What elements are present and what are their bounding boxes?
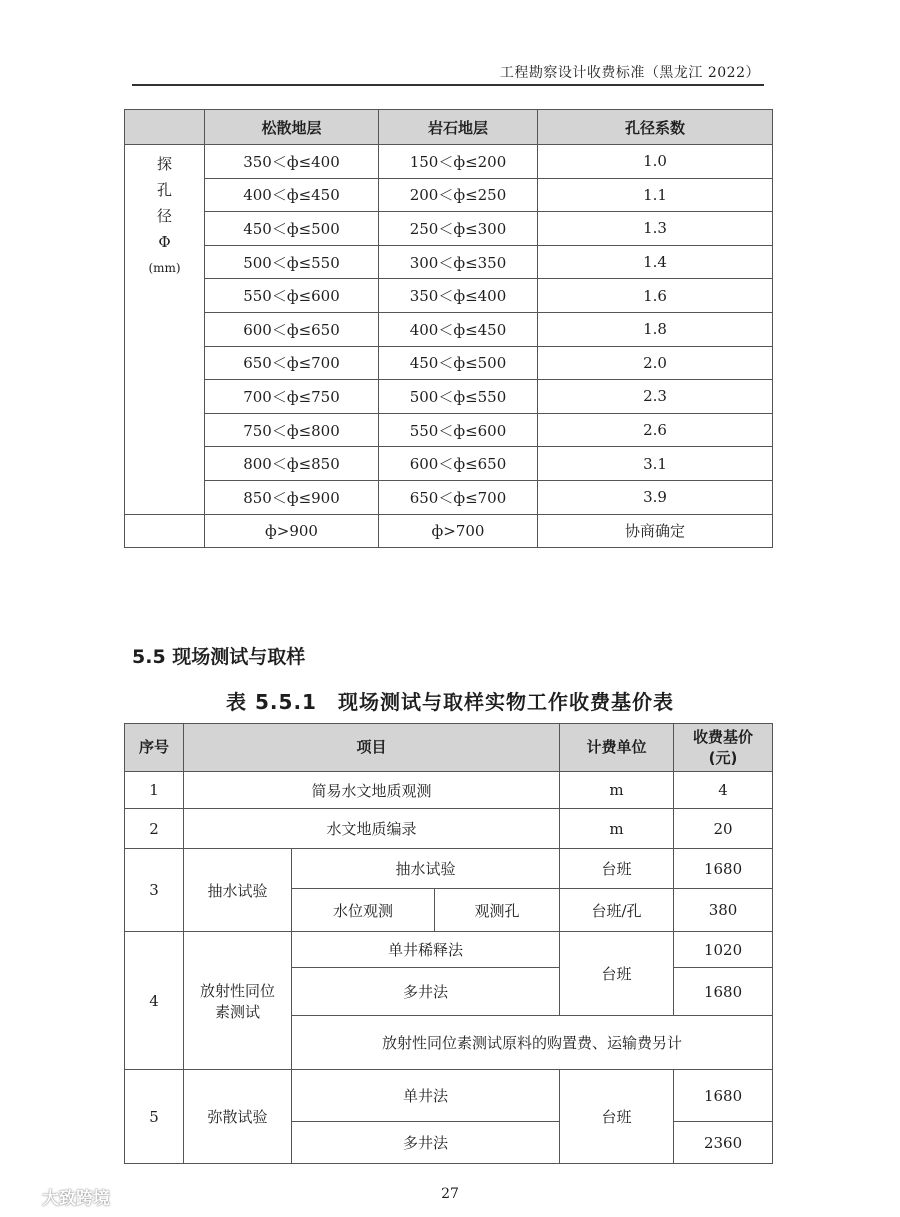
side-label-char: 径	[156, 207, 172, 225]
section-title: 5.5 现场测试与取样	[132, 646, 306, 668]
coefficient-cell: 1.0	[538, 145, 773, 179]
header-item: 项目	[184, 724, 560, 772]
table-row	[125, 809, 773, 849]
row-group-line2: 素测试	[214, 1002, 260, 1021]
table-row	[125, 772, 773, 809]
loose-range-cell: 750＜ф≤800	[205, 413, 379, 447]
table-row	[125, 413, 773, 447]
coefficient-cell: 2.0	[538, 346, 773, 380]
row-price: 2360	[674, 1122, 773, 1164]
side-label-unit: (mm)	[148, 261, 181, 275]
coefficient-cell: 1.8	[538, 312, 773, 346]
table-row	[125, 932, 773, 968]
loose-range-cell: 450＜ф≤500	[205, 212, 379, 246]
row-no: 3	[125, 849, 184, 932]
table-row	[125, 279, 773, 313]
row-item: 抽水试验	[292, 849, 560, 889]
rock-range-cell: 450＜ф≤500	[379, 346, 538, 380]
rock-range-cell: 150＜ф≤200	[379, 145, 538, 179]
coefficient-cell: 1.1	[538, 178, 773, 212]
rock-range-cell: 600＜ф≤650	[379, 447, 538, 481]
coefficient-cell: 1.6	[538, 279, 773, 313]
row-note: 放射性同位素测试原料的购置费、运输费另计	[292, 1016, 773, 1070]
header-coefficient: 孔径系数	[538, 110, 773, 145]
row-price: 1680	[674, 968, 773, 1016]
loose-range-cell: 500＜ф≤550	[205, 245, 379, 279]
row-group: 弥散试验	[184, 1070, 292, 1164]
table-row	[125, 480, 773, 514]
table-row	[125, 312, 773, 346]
watermark	[8, 1184, 110, 1209]
rock-range-cell: 300＜ф≤350	[379, 245, 538, 279]
row-no: 4	[125, 932, 184, 1070]
loose-range-cell: 700＜ф≤750	[205, 380, 379, 414]
coefficient-cell: 1.3	[538, 212, 773, 246]
row-price: 20	[674, 809, 773, 849]
watermark-logo-icon	[8, 1186, 38, 1208]
table-row	[125, 849, 773, 889]
table-row	[125, 178, 773, 212]
row-group	[184, 932, 292, 1070]
row-item: 单井法	[292, 1070, 560, 1122]
side-label	[125, 145, 205, 515]
row-price: 1020	[674, 932, 773, 968]
row-item: 水文地质编录	[184, 809, 560, 849]
coefficient-cell: 3.9	[538, 480, 773, 514]
table-caption: 表 5.5.1 现场测试与取样实物工作收费基价表	[226, 690, 674, 714]
side-label-char: Φ	[158, 233, 171, 251]
row-unit: 台班	[560, 1070, 674, 1164]
field-test-fee-table	[124, 723, 773, 1164]
header-rock-strata: 岩石地层	[379, 110, 538, 145]
table-row	[125, 245, 773, 279]
coefficient-cell: 3.1	[538, 447, 773, 481]
row-group-line1: 放射性同位	[199, 981, 275, 1000]
watermark-text: 大致跨境	[42, 1189, 110, 1209]
header-loose-strata: 松散地层	[205, 110, 379, 145]
rock-range-cell: 500＜ф≤550	[379, 380, 538, 414]
row-price: 1680	[674, 849, 773, 889]
loose-range-cell: 400＜ф≤450	[205, 178, 379, 212]
loose-range-cell: 800＜ф≤850	[205, 447, 379, 481]
header-unit: 计费单位	[560, 724, 674, 772]
row-group: 抽水试验	[184, 849, 292, 932]
coefficient-cell: 1.4	[538, 245, 773, 279]
header-no: 序号	[125, 724, 184, 772]
loose-range-cell: 350＜ф≤400	[205, 145, 379, 179]
rock-range-cell: 250＜ф≤300	[379, 212, 538, 246]
row-unit: m	[560, 772, 674, 809]
table-row	[125, 346, 773, 380]
rock-range-cell: 550＜ф≤600	[379, 413, 538, 447]
row-no: 2	[125, 809, 184, 849]
header-price	[674, 724, 773, 772]
table-row	[125, 145, 773, 179]
loose-range-cell: ф>900	[205, 514, 379, 548]
table-row	[125, 514, 773, 548]
rock-range-cell: 350＜ф≤400	[379, 279, 538, 313]
page-number: 27	[441, 1186, 459, 1202]
row-item: 单井稀释法	[292, 932, 560, 968]
coefficient-cell: 协商确定	[538, 514, 773, 548]
row-unit: 台班	[560, 849, 674, 889]
row-subitem: 观测孔	[435, 889, 560, 932]
row-unit: 台班	[560, 932, 674, 1016]
header-price-line1: 收费基价	[693, 727, 754, 746]
row-price: 380	[674, 889, 773, 932]
table-row	[125, 1070, 773, 1122]
coefficient-cell: 2.6	[538, 413, 773, 447]
row-unit: m	[560, 809, 674, 849]
rock-range-cell: 650＜ф≤700	[379, 480, 538, 514]
row-price: 4	[674, 772, 773, 809]
table-row	[125, 447, 773, 481]
row-unit: 台班/孔	[560, 889, 674, 932]
bore-diameter-coefficient-table	[124, 109, 773, 548]
rock-range-cell: 400＜ф≤450	[379, 312, 538, 346]
blank-cell	[125, 514, 205, 548]
rock-range-cell: ф>700	[379, 514, 538, 548]
row-item: 简易水文地质观测	[184, 772, 560, 809]
side-label-char: 孔	[156, 181, 172, 199]
header-cell-blank	[125, 110, 205, 145]
table-header-row	[125, 110, 773, 145]
row-item: 多井法	[292, 968, 560, 1016]
side-label-char: 探	[156, 155, 172, 173]
loose-range-cell: 600＜ф≤650	[205, 312, 379, 346]
header-rule	[132, 84, 764, 86]
row-no: 5	[125, 1070, 184, 1164]
loose-range-cell: 550＜ф≤600	[205, 279, 379, 313]
header-price-line2: (元)	[708, 748, 738, 767]
row-item: 多井法	[292, 1122, 560, 1164]
row-no: 1	[125, 772, 184, 809]
loose-range-cell: 850＜ф≤900	[205, 480, 379, 514]
table-row	[125, 380, 773, 414]
rock-range-cell: 200＜ф≤250	[379, 178, 538, 212]
coefficient-cell: 2.3	[538, 380, 773, 414]
row-item: 水位观测	[292, 889, 435, 932]
loose-range-cell: 650＜ф≤700	[205, 346, 379, 380]
table-row	[125, 212, 773, 246]
running-header: 工程勘察设计收费标准（黑龙江 2022）	[499, 65, 760, 81]
table-header-row	[125, 724, 773, 772]
row-price: 1680	[674, 1070, 773, 1122]
